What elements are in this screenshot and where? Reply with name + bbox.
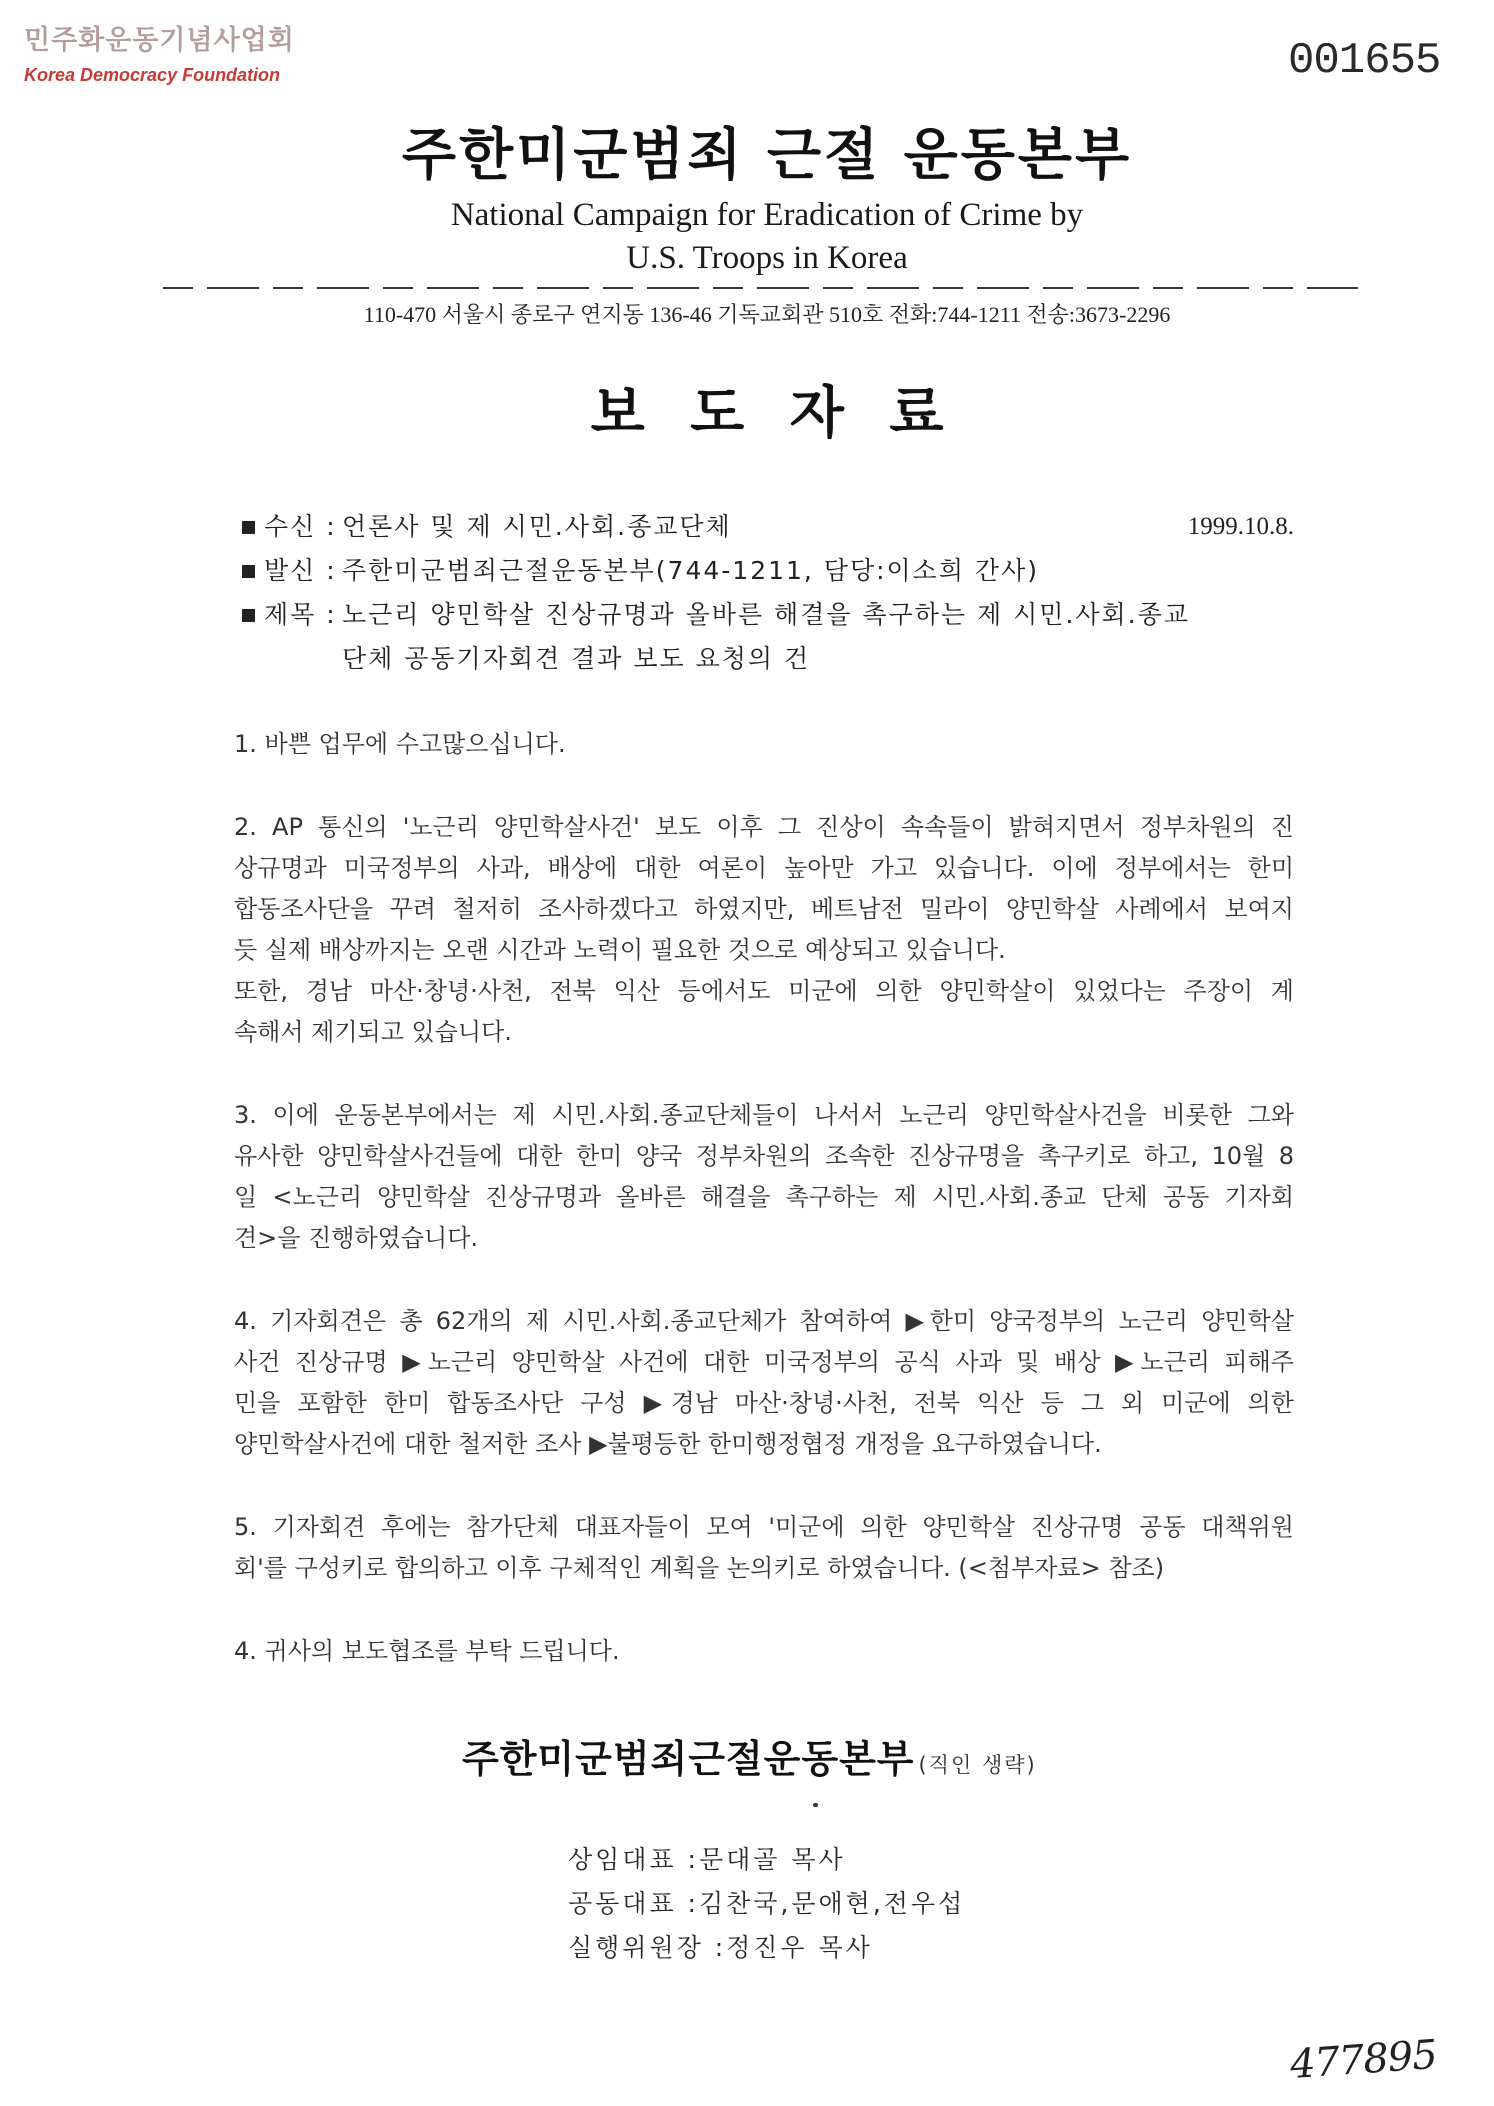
paragraph-line: 일 <노근리 양민학살 진상규명과 올바른 해결을 촉구하는 제 시민.사회.종교 단체 공동 기자회	[234, 1183, 1294, 1211]
representative-role: 실행위원장 :	[568, 1933, 727, 1962]
field-recipient	[242, 505, 1294, 549]
paragraph-line: 회'를 구성키로 합의하고 이후 구체적인 계획을 논의키로 하였습니다. (<첨부자료> 참조)	[234, 1554, 1165, 1582]
document-body	[234, 724, 1294, 1970]
paragraph-2	[234, 807, 1294, 1053]
paragraph-line: 4. 귀사의 보도협조를 부탁 드립니다.	[234, 1637, 620, 1665]
field-sender-label: 발신 :	[264, 556, 337, 585]
paragraph-line: 듯 실제 배상까지는 오랜 시간과 노력이 필요한 것으로 예상되고 있습니다.	[234, 936, 1006, 964]
bullet-square-icon	[242, 521, 255, 534]
representative-entry	[568, 1882, 1294, 1926]
paragraph-line: 2. AP 통신의 '노근리 양민학살사건' 보도 이후 그 진상이 속속들이 밝혀지면서 정부차원의 진	[234, 813, 1294, 841]
organization-name-english-line2: U.S. Troops in Korea	[626, 240, 908, 276]
field-sender-value: 주한미군범죄근절운동본부(744-1211, 담당:이소희 간사)	[342, 556, 1039, 585]
representative-name: 문대골 목사	[698, 1845, 846, 1874]
field-subject-value	[342, 593, 1294, 681]
paragraph-line: 민을 포함한 한미 합동조사단 구성 ▶경남 마산·창녕·사천, 전북 익산 등 그 외 미군에 의한	[234, 1389, 1294, 1417]
field-recipient-label: 수신 :	[264, 512, 337, 541]
field-subject-line: 노근리 양민학살 진상규명과 올바른 해결을 촉구하는 제 시민.사회.종교	[342, 600, 1190, 629]
ink-speck	[813, 1803, 818, 1807]
signature-line	[234, 1733, 1294, 1791]
representative-role: 상임대표 :	[568, 1845, 699, 1874]
paragraph-line: 4. 기자회견은 총 62개의 제 시민.사회.종교단체가 참여하여 ▶한미 양국정부의 노근리 양민학살	[234, 1307, 1294, 1335]
field-sender	[242, 549, 1294, 593]
paragraph-4	[234, 1301, 1294, 1465]
representative-entry	[568, 1838, 1294, 1882]
paragraph-1	[234, 724, 1294, 765]
paragraph-line: 속해서 제기되고 있습니다.	[234, 1018, 512, 1046]
watermark-english: Korea Democracy Foundation	[24, 65, 281, 85]
seal-omitted-note: (직인 생략)	[918, 1753, 1037, 1777]
field-recipient-value: 언론사 및 제 시민.사회.종교단체	[342, 512, 732, 541]
paragraph-line: 합동조사단을 꾸려 철저히 조사하겠다고 하였지만, 베트남전 밀라이 양민학살 사례에서 보여지	[234, 895, 1294, 923]
header-fields	[242, 505, 1294, 681]
field-subject-label: 제목 :	[264, 600, 337, 629]
field-subject-label-group	[242, 593, 342, 637]
representatives-list	[234, 1838, 1294, 1970]
signature-organization: 주한미군범죄근절운동본부	[462, 1737, 915, 1781]
handwritten-archive-number: 477895	[1288, 2031, 1439, 2089]
field-recipient-label-group	[242, 505, 342, 549]
paragraph-line: 1. 바쁜 업무에 수고많으십니다.	[234, 730, 566, 758]
watermark-korean: 민주화운동기념사업회	[24, 25, 295, 56]
document-date: 1999.10.8.	[1187, 513, 1294, 540]
bullet-square-icon	[242, 565, 255, 578]
bullet-square-icon	[242, 609, 255, 622]
document-title: 보 도 자 료	[590, 381, 944, 446]
organization-name-korean: 주한미군범죄 근절 운동본부	[401, 123, 1133, 188]
organization-name-english-line1: National Campaign for Eradication of Crime by	[450, 197, 1084, 233]
representative-role: 공동대표 :	[568, 1889, 699, 1918]
representative-entry	[568, 1926, 1294, 1970]
paragraph-line: 양민학살사건에 대한 철저한 조사 ▶불평등한 한미행정협정 개정을 요구하였습니다.	[234, 1430, 1102, 1458]
paragraph-line: 견>을 진행하였습니다.	[234, 1224, 479, 1252]
paragraph-line: 사건 진상규명 ▶노근리 양민학살 사건에 대한 미국정부의 공식 사과 및 배상 ▶노근리 피해주	[234, 1348, 1294, 1376]
field-sender-label-group	[242, 549, 342, 593]
letterhead-divider	[163, 287, 1358, 289]
paragraph-line: 3. 이에 운동본부에서는 제 시민.사회.종교단체들이 나서서 노근리 양민학살사건을 비롯한 그와	[234, 1101, 1294, 1129]
paragraph-3	[234, 1095, 1294, 1259]
paragraph-line: 유사한 양민학살사건들에 대한 한미 양국 정부차원의 조속한 진상규명을 촉구키로 하고, 10월 8	[234, 1142, 1294, 1170]
organization-address: 110-470 서울시 종로구 연지동 136-46 기독교회관 510호 전화:744-1211 전송:3673-2296	[363, 302, 1171, 327]
paragraph-line: 또한, 경남 마산·창녕·사천, 전북 익산 등에서도 미군에 의한 양민학살이 있었다는 주장이 계	[234, 977, 1294, 1005]
paragraph-line: 5. 기자회견 후에는 참가단체 대표자들이 모여 '미군에 의한 양민학살 진상규명 공동 대책위원	[234, 1513, 1294, 1541]
paragraph-line: 상규명과 미국정부의 사과, 배상에 대한 여론이 높아만 가고 있습니다. 이에 정부에서는 한미	[234, 854, 1294, 882]
representative-name: 정진우 목사	[726, 1933, 873, 1962]
field-subject-line: 단체 공동기자회견 결과 보도 요청의 건	[342, 644, 811, 673]
archive-document-number: 001655	[1288, 36, 1441, 86]
representative-name: 김찬국,문애현,전우섭	[698, 1889, 966, 1918]
field-subject	[242, 593, 1294, 681]
paragraph-5	[234, 1507, 1294, 1589]
paragraph-6	[234, 1631, 1294, 1672]
